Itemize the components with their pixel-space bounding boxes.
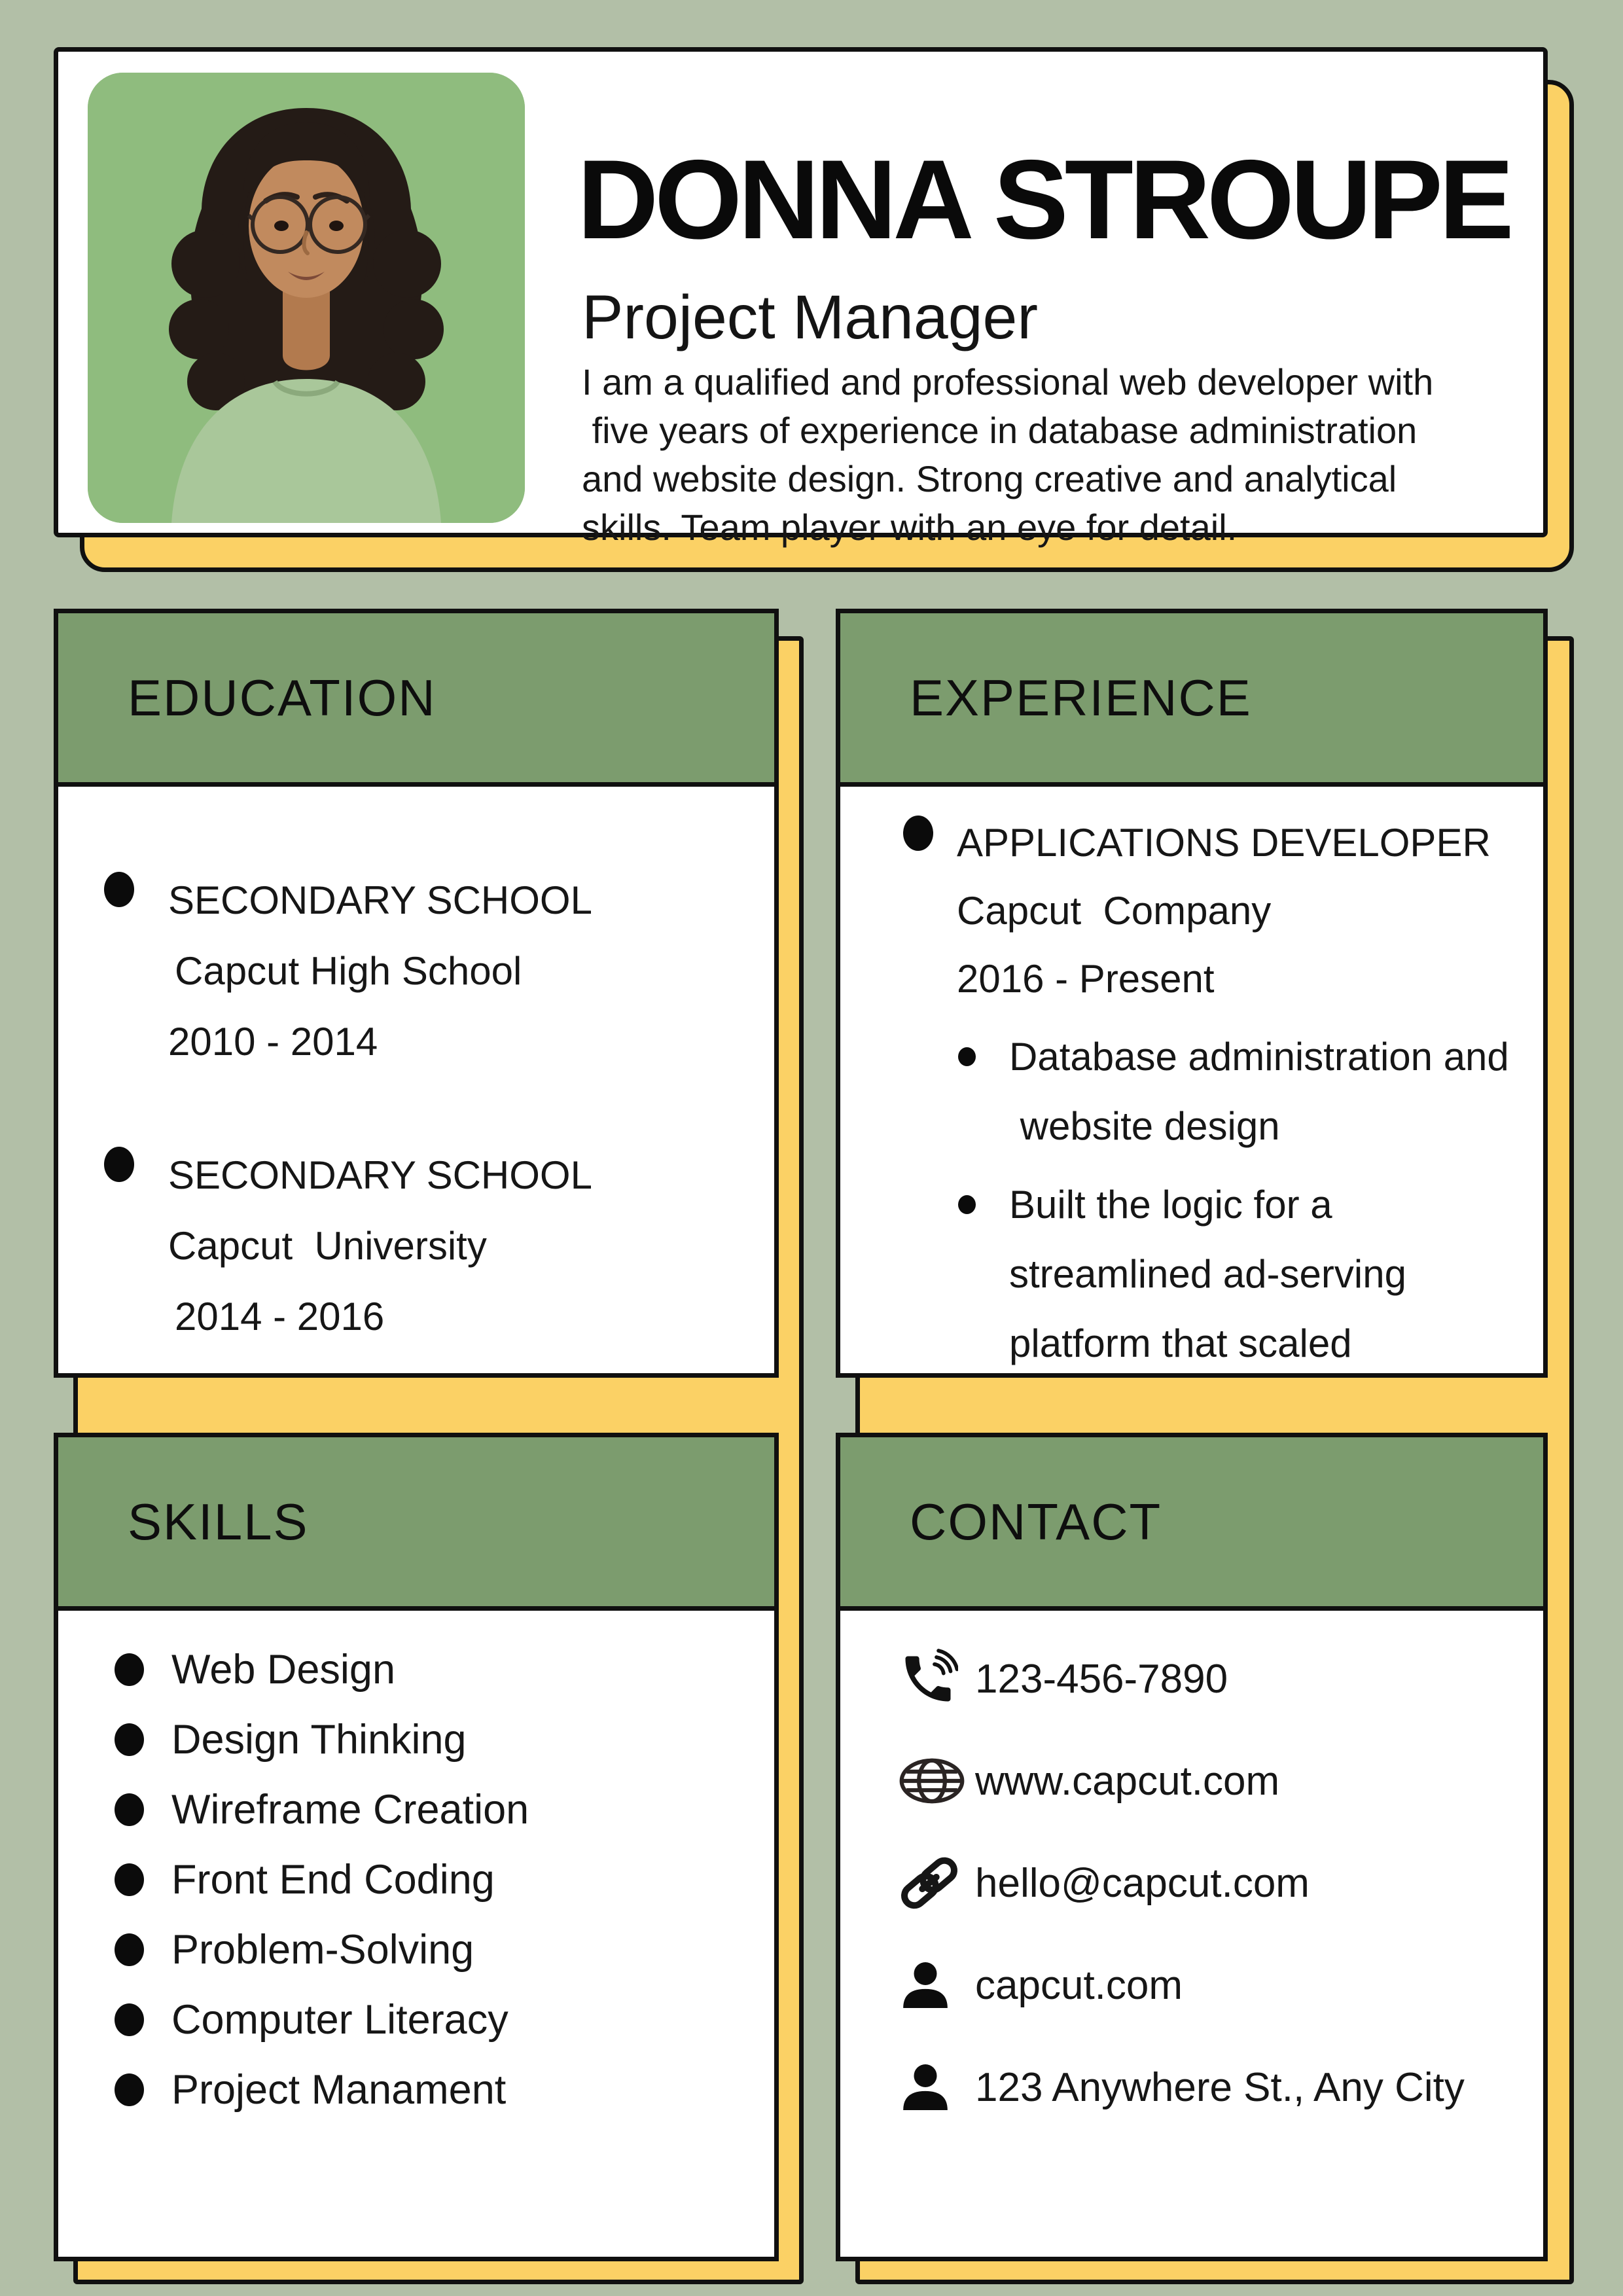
experience-bullet [957, 1170, 1524, 1378]
contact-row-phone [898, 1651, 1530, 1706]
summary-line: five years of experience in database administration [582, 410, 1418, 451]
years: 2014 - 2016 [175, 1295, 385, 1338]
person-icon [898, 1958, 975, 2013]
phone-icon [898, 1649, 975, 1709]
skill-label: Wireframe Creation [171, 1787, 529, 1833]
school: Capcut University [168, 1224, 487, 1268]
phone-value: 123-456-7890 [975, 1656, 1228, 1702]
bullet-dot-icon [115, 2003, 144, 2036]
skill-label: Web Design [171, 1647, 396, 1693]
bullet-dot-icon [903, 816, 933, 851]
job-title: Project Manager [582, 283, 1039, 352]
experience-item [840, 809, 1524, 1378]
education-item [58, 865, 748, 1077]
skills-heading [58, 1437, 774, 1611]
skill-item [115, 1649, 755, 1691]
skill-item [115, 1999, 755, 2041]
link-icon [898, 1852, 975, 1914]
skill-item [115, 1789, 755, 1831]
education-item [58, 1140, 748, 1352]
bullet-line: website design [1009, 1104, 1280, 1148]
portrait-illustration [88, 73, 525, 523]
skill-item [115, 1929, 755, 1971]
bullet-dot-icon [115, 2073, 144, 2106]
profile-value: capcut.com [975, 1962, 1183, 2008]
contact-row-address [898, 2060, 1530, 2115]
years: 2016 - Present [957, 957, 1215, 1001]
bullet-dot-icon [115, 1863, 144, 1896]
company: Capcut Company [957, 889, 1272, 933]
degree: SECONDARY SCHOOL [168, 878, 592, 922]
skills-section [54, 1433, 779, 2261]
experience-bullet [957, 1022, 1524, 1161]
person-name: DONNA STROUPE [577, 137, 1510, 262]
address-value: 123 Anywhere St., Any City [975, 2064, 1465, 2110]
contact-heading [840, 1437, 1543, 1611]
skill-label: Project Manament [171, 2067, 507, 2113]
profile-photo [88, 73, 525, 523]
person-icon [898, 2060, 975, 2115]
education-heading [58, 613, 774, 787]
globe-icon [898, 1756, 975, 1806]
bullet-dot-icon [115, 1933, 144, 1966]
school: Capcut High School [175, 949, 522, 993]
bullet-dot-icon [104, 872, 134, 907]
bullet-line: Database administration and [1009, 1035, 1509, 1079]
summary-line: I am a qualified and professional web developer with [582, 361, 1434, 403]
skill-label: Problem-Solving [171, 1927, 474, 1973]
bullet-line: Built the logic for a [1009, 1183, 1332, 1227]
website-value: www.capcut.com [975, 1758, 1280, 1804]
skill-item [115, 1719, 755, 1761]
section-title: CONTACT [910, 1492, 1162, 1551]
years: 2010 - 2014 [168, 1020, 378, 1064]
summary-line: skills. Team player with an eye for detail. [582, 507, 1238, 548]
skill-label: Computer Literacy [171, 1997, 508, 2043]
skill-item [115, 2069, 755, 2111]
profile-summary [582, 358, 1433, 552]
bullet-dot-icon [115, 1793, 144, 1826]
experience-section [836, 609, 1548, 1378]
bullet-line: platform that scaled [1009, 1321, 1352, 1365]
bullet-dot-icon [115, 1653, 144, 1686]
section-title: EXPERIENCE [910, 668, 1252, 726]
bullet-line: streamlined ad-serving [1009, 1252, 1406, 1296]
section-title: EDUCATION [128, 668, 437, 726]
sub-bullet-dot-icon [958, 1195, 976, 1214]
experience-heading [840, 613, 1543, 787]
header-card [54, 47, 1548, 548]
summary-line: and website design. Strong creative and analytical [582, 458, 1397, 499]
skill-label: Design Thinking [171, 1717, 467, 1763]
section-title: SKILLS [128, 1492, 309, 1551]
contact-row-profile [898, 1958, 1530, 2013]
contact-row-website [898, 1753, 1530, 1808]
contact-section [836, 1433, 1548, 2261]
education-section [54, 609, 779, 1378]
bullet-dot-icon [104, 1147, 134, 1182]
sub-bullet-dot-icon [958, 1047, 976, 1066]
email-value: hello@capcut.com [975, 1860, 1310, 1906]
degree: SECONDARY SCHOOL [168, 1153, 592, 1197]
contact-row-email [898, 1856, 1530, 1910]
skill-label: Front End Coding [171, 1857, 495, 1903]
job-role: APPLICATIONS DEVELOPER [957, 821, 1491, 865]
bullet-dot-icon [115, 1723, 144, 1756]
skill-item [115, 1859, 755, 1901]
